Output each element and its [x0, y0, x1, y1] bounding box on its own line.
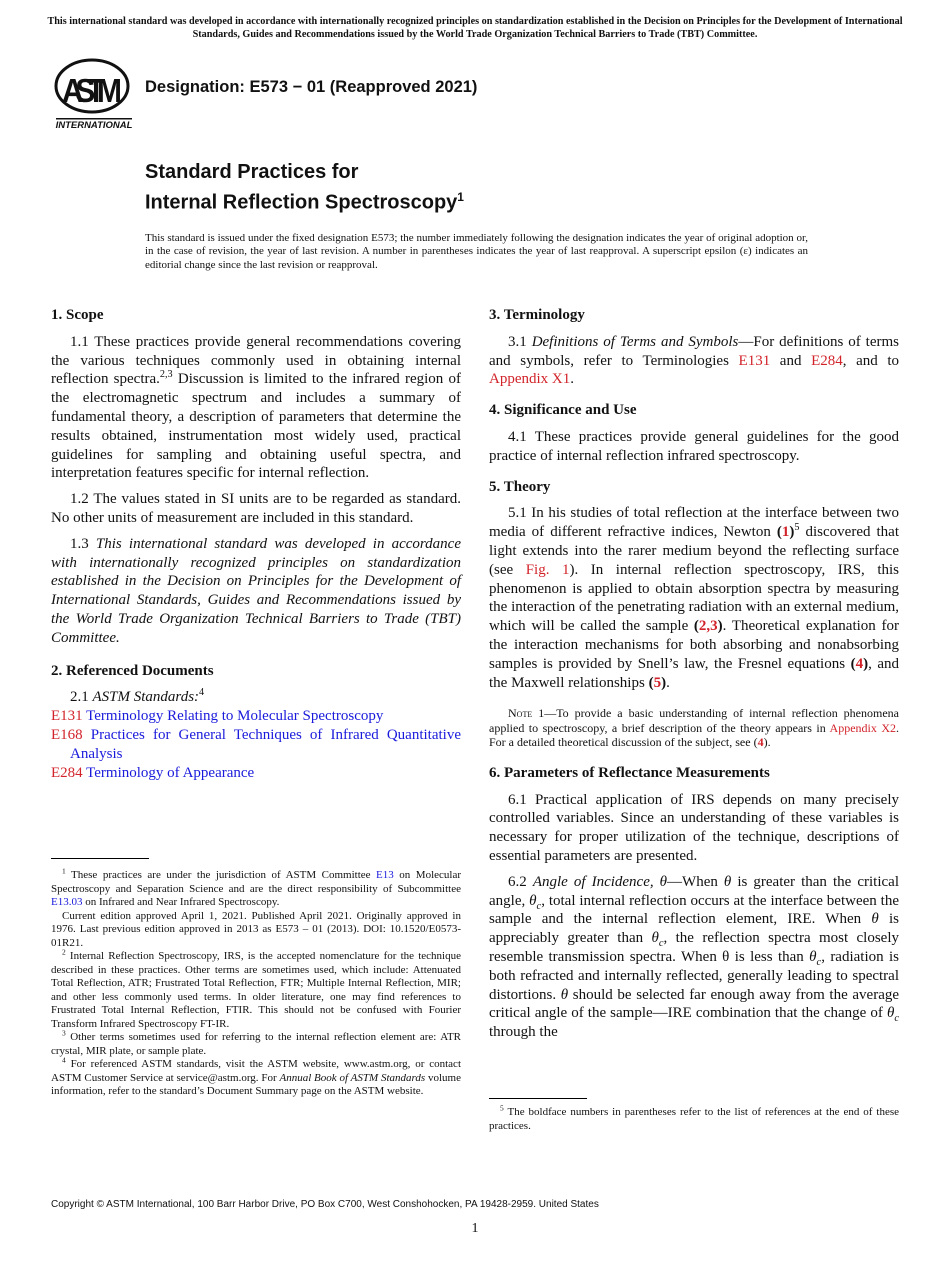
link[interactable]: E131 [51, 708, 83, 725]
text: Discussion is limited to the infrared region of the electromagnetic spectrum and includes a summary of fundamental theory, a description of parameters that determine the results obtained, instrumentation most widely used, practical guidelines for sampling and obtaining useful spectra, and interpretation features specific for internal reflection. [51, 371, 461, 482]
footnotes-left [51, 858, 461, 1099]
text: The boldface numbers in parentheses refer to the list of references at the end of these practices. [489, 1106, 899, 1132]
text: is greater than the critical angle, [489, 873, 899, 909]
text: volume information, refer to the standard’s Document Summary page on the ASTM website. [51, 1071, 461, 1097]
section-parameters-heading: 6. Parameters of Reflectance Measurements [489, 764, 770, 781]
section-referenced-documents-heading: 2. Referenced Documents [51, 662, 214, 679]
footnote-edition [51, 910, 461, 951]
left-column [51, 306, 461, 782]
reference-link[interactable]: 4 [757, 735, 764, 750]
bold-text: ) [789, 524, 795, 541]
link[interactable]: Appendix X1 [489, 371, 571, 388]
italic-text: θ [886, 1005, 895, 1022]
footnote-divider [489, 1098, 587, 1099]
superscript: 5 [794, 522, 800, 534]
text: 5.1 In his studies of total reflection at the interface between two media of different refractive indices, Newton [489, 505, 899, 541]
text: through the [489, 1024, 558, 1041]
link[interactable]: Terminology Relating to Molecular Spectroscopy [82, 708, 384, 725]
reference-e168[interactable] [51, 726, 461, 764]
link[interactable]: E13.03 [51, 896, 83, 908]
footnote-3 [51, 1028, 461, 1058]
text: on Infrared and Near Infrared Spectroscopy. [82, 896, 280, 908]
superscript: 1 [62, 866, 66, 876]
italic-text: Annual Book of ASTM Standards [279, 1071, 426, 1084]
text: Other terms sometimes used for referring to the internal reflection element are: ATR crystal, MIR plate, or sample plate. [51, 1031, 461, 1057]
text: 4.1 These practices provide general guidelines for the good practice of internal reflection infrared spectroscopy. [489, 428, 899, 464]
paragraph-1-3 [51, 535, 461, 648]
bold-text: ) [661, 674, 667, 691]
title-footnote-ref: 1 [457, 190, 464, 204]
text: These practices are under the jurisdiction of ASTM Committee [65, 869, 377, 881]
paragraph-1-2 [51, 490, 461, 528]
text: 1—To provide a basic understanding of internal reflection phenomena applied to spectroscopy, a brief description of the theory appears in [489, 706, 899, 735]
bold-text: ( [648, 674, 654, 691]
bold-text: ( [850, 655, 856, 672]
subscript: c [658, 938, 664, 950]
text: . [570, 371, 574, 388]
text: 1.3 [70, 535, 96, 552]
paragraph-2-1 [51, 688, 461, 707]
text: . [666, 674, 670, 691]
astm-logo [52, 56, 134, 132]
link[interactable]: Fig. 1 [525, 561, 570, 578]
tbt-notice: This international standard was developed in accordance with internationally recognized principles on standardization established in the Decision on Principles for the Development of International Standards, Guides and Recommendations issued by the World Trade Organization Technical Barriers to Trade (TBT) Committee. [47, 16, 903, 40]
italic-text: θ [651, 930, 659, 947]
text: on Molecular Spectroscopy and Separation Science and are the direct responsibility of Subcommittee [51, 869, 462, 895]
text: . For a detailed theoretical discussion of the subject, see ( [489, 720, 900, 750]
text: , the reflection spectra most closely resemble transmission spectra. When θ is less than [489, 930, 899, 966]
bold-text: ( [776, 524, 782, 541]
bold-text: ) [863, 655, 869, 672]
text: 2.1 [70, 689, 93, 706]
footnote-4 [51, 1055, 461, 1099]
link[interactable]: Terminology of Appearance [82, 764, 255, 781]
paragraph-3-1 [489, 333, 899, 389]
reference-link[interactable]: 2,3 [698, 618, 718, 635]
link[interactable]: E284 [811, 352, 843, 369]
subscript: c [816, 957, 822, 969]
text: , radiation is both refracted and internally reflected, generally leading to spectral distortions. [489, 949, 899, 1003]
section-significance-heading: 4. Significance and Use [489, 402, 637, 419]
italic-text: θ [809, 949, 817, 966]
designation: Designation: E573 − 01 (Reapproved 2021) [145, 78, 478, 96]
superscript: 2 [62, 947, 66, 957]
title-line-2: Internal Reflection Spectroscopy [145, 191, 458, 214]
footnote-divider [51, 858, 149, 859]
bold-text: ( [693, 618, 699, 635]
text: is appreciably greater than [489, 911, 899, 947]
text: and [770, 352, 812, 369]
italic-text: θ [560, 986, 569, 1003]
right-column [489, 306, 899, 1049]
svg-text:INTERNATIONAL: INTERNATIONAL [55, 120, 133, 131]
superscript: 3 [62, 1028, 66, 1038]
title-line-1: Standard Practices for [145, 161, 359, 183]
reference-e131[interactable] [51, 707, 461, 726]
text: 6.2 [508, 873, 533, 890]
link[interactable]: E131 [738, 352, 771, 369]
page-number: 1 [471, 1221, 479, 1236]
text: , and the Maxwell relationships [489, 655, 899, 691]
note-1 [489, 706, 899, 750]
italic-text: θ [529, 892, 537, 909]
text: . Theoretical explanation for the interaction mechanisms for both absorbing and nonabsorbing samples is provided by Snell’s law, the Fresnel equations [489, 618, 899, 672]
text: 6.1 Practical application of IRS depends on many precisely controlled variables. Since an understanding of these variables is necessary for proper utilization of the technique, descriptions of essential parameters are presented. [489, 791, 899, 865]
footnotes-right [489, 1098, 899, 1133]
italic-text: θ [723, 873, 732, 890]
paragraph-5-1 [489, 504, 899, 692]
link[interactable]: E284 [51, 764, 83, 781]
italic-text: This international standard was developed in accordance with internationally recognized principles on standardization established in the Decision on Principles for the Development of International Standards, Guides and Recommendations issued by the World Trade Organization Technical Barriers to Trade (TBT) Committee. [51, 535, 462, 646]
text: 1.2 The values stated in SI units are to be regarded as standard. No other units of measurement are included in this standard. [51, 491, 461, 526]
link[interactable]: E13 [376, 869, 394, 881]
reference-link[interactable]: 5 [653, 674, 662, 691]
section-terminology-heading: 3. Terminology [489, 307, 585, 323]
text: Internal Reflection Spectroscopy, IRS, is the accepted nomenclature for the technique described in these practices. Other terms are sometimes used, which include: Attenuated Total Reflection, ATR; Frustrated Total Reflection, FTR; Multiple Internal Reflection, MIR; and other less commonly used terms. In older literature, one may find references to Frustrated Total Internal Reflection, FTIR. This should not be confused with Fourier Transform Infrared Spectroscopy FT-IR. [51, 950, 461, 1030]
footnote-2 [51, 947, 461, 1031]
text: , and to [842, 352, 899, 369]
text: 3.1 [508, 333, 532, 350]
text: —For definitions of terms and symbols, refer to Terminologies [489, 333, 899, 369]
superscript: 5 [500, 1103, 504, 1113]
italic-text: ASTM Standards: [92, 689, 200, 706]
text: , total internal reflection occurs at the interface between the sample and the internal reflection element, IRE. When [489, 892, 900, 928]
reference-e284[interactable] [51, 764, 461, 783]
document-title [145, 160, 464, 216]
link[interactable]: Appendix X2 [829, 720, 897, 735]
italic-text: Angle of Incidence, θ [532, 873, 668, 890]
italic-text: θ [871, 911, 879, 928]
italic-text: Definitions of Terms and Symbols [531, 333, 739, 350]
text: 1.1 These practices provide general recommendations covering the various techniques commonly used in obtaining internal reflection spectra. [51, 333, 461, 388]
footnote-5 [489, 1103, 899, 1133]
superscript: 2,3 [159, 369, 173, 381]
small-caps-text: Note [508, 706, 533, 721]
svg-text:ASTM: ASTM [62, 71, 123, 110]
text: discovered that light extends into the rarer medium beyond the reflecting surface (see [489, 524, 899, 578]
section-theory-heading: 5. Theory [489, 478, 551, 495]
superscript: 4 [199, 687, 205, 699]
link[interactable]: Practices for General Techniques of Infrared Quantitative Analysis [70, 726, 461, 762]
link[interactable]: E168 [51, 726, 83, 743]
subscript: c [894, 1013, 899, 1025]
issuance-statement: This standard is issued under the fixed designation E573; the number immediately following the designation indicates the year of original adoption or, in the case of revision, the year of last revision. A number in parentheses indicates the year of last reapproval. A superscript epsilon (ε) indicates an editorial change since the last revision or reapproval. [145, 232, 808, 271]
section-scope-heading: 1. Scope [51, 307, 104, 323]
subscript: c [536, 900, 542, 912]
footnote-1 [51, 866, 462, 910]
text: For referenced ASTM standards, visit the ASTM website, www.astm.org, or contact ASTM Customer Service at service@astm.org. For [51, 1058, 461, 1084]
paragraph-1-1 [51, 333, 461, 483]
reference-link[interactable]: 1 [781, 524, 790, 541]
text: Current edition approved April 1, 2021. Published April 2021. Originally approved in 1976. Last previous edition approved in 2013 as E573 – 01 (2013). DOI: 10.1520/E0573-01R21. [51, 909, 461, 949]
text: ). In internal reflection spectroscopy, IRS, this phenomenon is applied to obtain absorption spectra by measuring the interaction of the penetrating radiation with an external medium, which will be called the sample [489, 561, 900, 635]
paragraph-6-2 [489, 873, 899, 1042]
copyright: Copyright © ASTM International, 100 Barr Harbor Drive, PO Box C700, West Conshohocken, PA 19428-2959. United States [51, 1199, 599, 1210]
paragraph-4-1 [489, 428, 899, 466]
text: ). [763, 735, 771, 750]
bold-text: ) [717, 618, 723, 635]
paragraph-6-1 [489, 791, 899, 866]
text: —When [667, 873, 724, 890]
superscript: 4 [62, 1055, 66, 1065]
reference-link[interactable]: 4 [855, 655, 864, 672]
text: should be selected far enough away from the average critical angle of the sample—IRE combination that the change of [489, 986, 900, 1022]
